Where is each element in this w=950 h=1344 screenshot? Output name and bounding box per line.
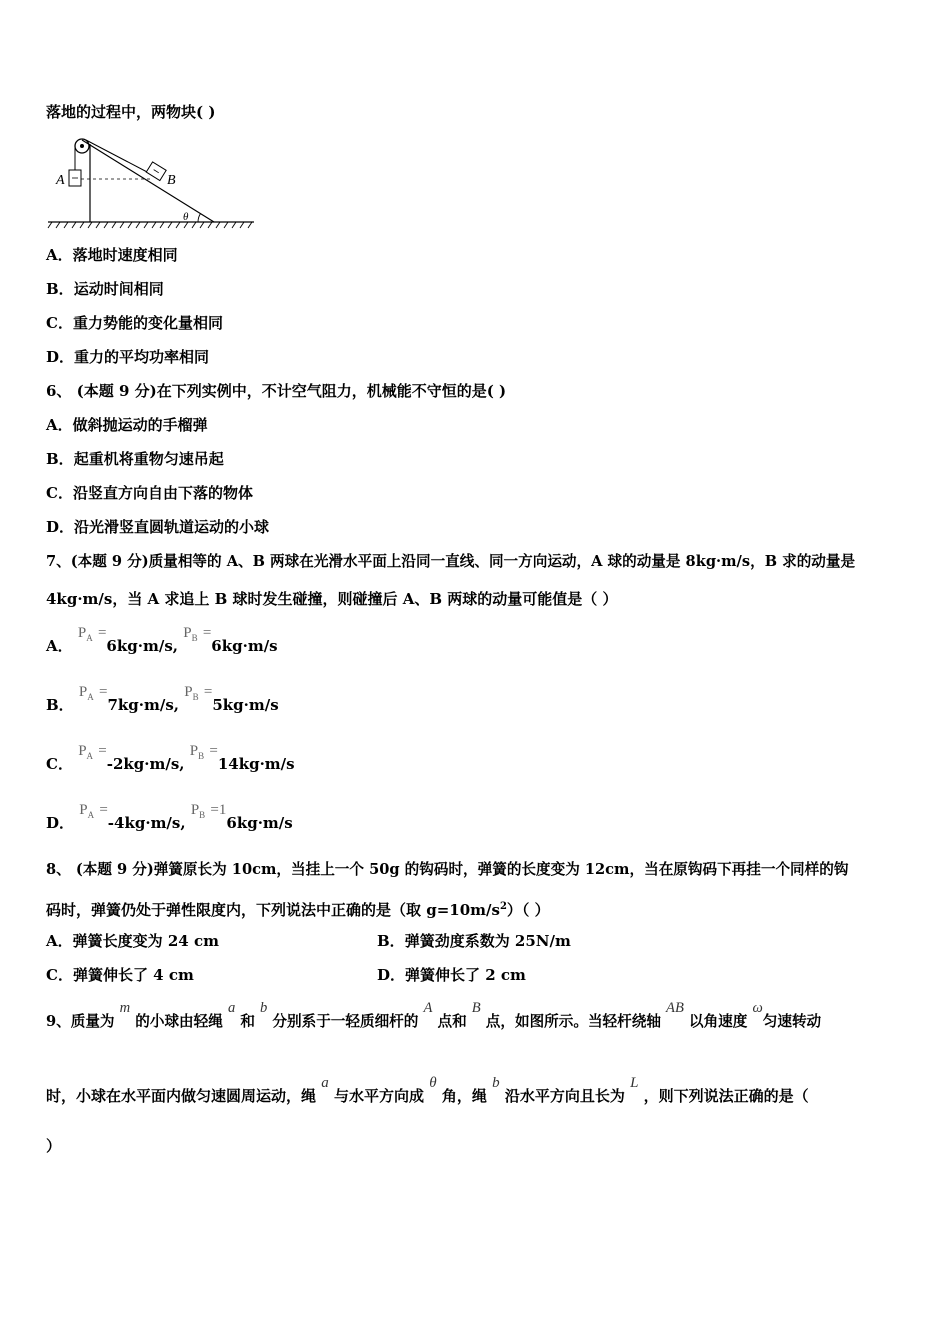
label-a: A bbox=[56, 173, 65, 188]
q5-option-c: C．重力势能的变化量相同 bbox=[46, 314, 223, 332]
label-b: B bbox=[167, 173, 176, 188]
label-theta: θ bbox=[183, 211, 189, 223]
q7-option-b: B． $P_A =7kg\cdot m/s$, $P_B =5kg\cdot m/s$ bbox=[46, 684, 279, 714]
q5-stem-tail: 落地的过程中，两物块( ) bbox=[46, 103, 216, 121]
q8-option-a: A．弹簧长度变为 24 cm bbox=[46, 932, 219, 950]
q9-stem-line2: 时，小球在水平面内做匀速圆周运动，绳 a 与水平方向成 θ 角，绳 b 沿水平方向且长为 L ，则下列说法正确的是（ bbox=[46, 1075, 809, 1105]
q6-option-c: C．沿竖直方向自由下落的物体 bbox=[46, 484, 253, 502]
q6-stem: 6、 (本题 9 分)在下列实例中，不计空气阻力，机械能不守恒的是( ) bbox=[46, 382, 507, 400]
q6-option-d: D．沿光滑竖直圆轨道运动的小球 bbox=[46, 518, 270, 536]
q8-stem-line2: 码时，弹簧仍处于弹性限度内，下列说法中正确的是（取 $g=10m/s^2$）（ ） bbox=[46, 901, 550, 919]
q6-option-b: B．起重机将重物匀速吊起 bbox=[46, 450, 224, 468]
q7-stem-line1: 7、(本题 9 分)质量相等的 A、B 两球在光滑水平面上沿同一直线、同一方向运动，A 球的动量是 8kg·m/s，B 求的动量是 bbox=[46, 553, 856, 570]
q5-option-b: B．运动时间相同 bbox=[46, 280, 164, 298]
q8-stem-line1: 8、 (本题 9 分)弹簧原长为 10cm，当挂上一个 50g 的钩码时，弹簧的长度变为 12cm，当在原钩码下再挂一个同样的钩 bbox=[46, 861, 849, 878]
q5-option-d: D．重力的平均功率相同 bbox=[46, 348, 210, 366]
q7-option-a: A． $P_A =6kg\cdot m/s$, $P_B =6kg\cdot m/s$ bbox=[46, 625, 278, 655]
q5-option-a: A．落地时速度相同 bbox=[46, 246, 178, 264]
q7-option-c: C． $P_A =-2kg\cdot m/s$, $P_B =14kg\cdot m/s$ bbox=[46, 743, 295, 773]
q8-option-c: C．弹簧伸长了 4 cm bbox=[46, 966, 194, 984]
q8-option-d: D．弹簧伸长了 2 cm bbox=[377, 966, 526, 984]
q7-option-d: D． $P_A =-4kg\cdot m/s$, $P_B =16kg\cdot m/s$ bbox=[46, 802, 293, 832]
q9-stem-line1: 9、质量为 m 的小球由轻绳 a 和 b 分别系于一轻质细杆的 A 点和 B 点，如图所示。当轻杆绕轴 AB 以角速度 ω匀速转动 bbox=[46, 1000, 822, 1030]
incline-figure bbox=[46, 134, 266, 234]
q7-stem-line2: 4kg·m/s，当 A 求追上 B 球时发生碰撞，则碰撞后 A、B 两球的动量可能值是（ ） bbox=[46, 590, 618, 608]
q8-option-b: B．弹簧劲度系数为 25N/m bbox=[377, 932, 571, 950]
q9-stem-line3: ） bbox=[46, 1137, 62, 1155]
q6-option-a: A．做斜抛运动的手榴弹 bbox=[46, 416, 208, 434]
